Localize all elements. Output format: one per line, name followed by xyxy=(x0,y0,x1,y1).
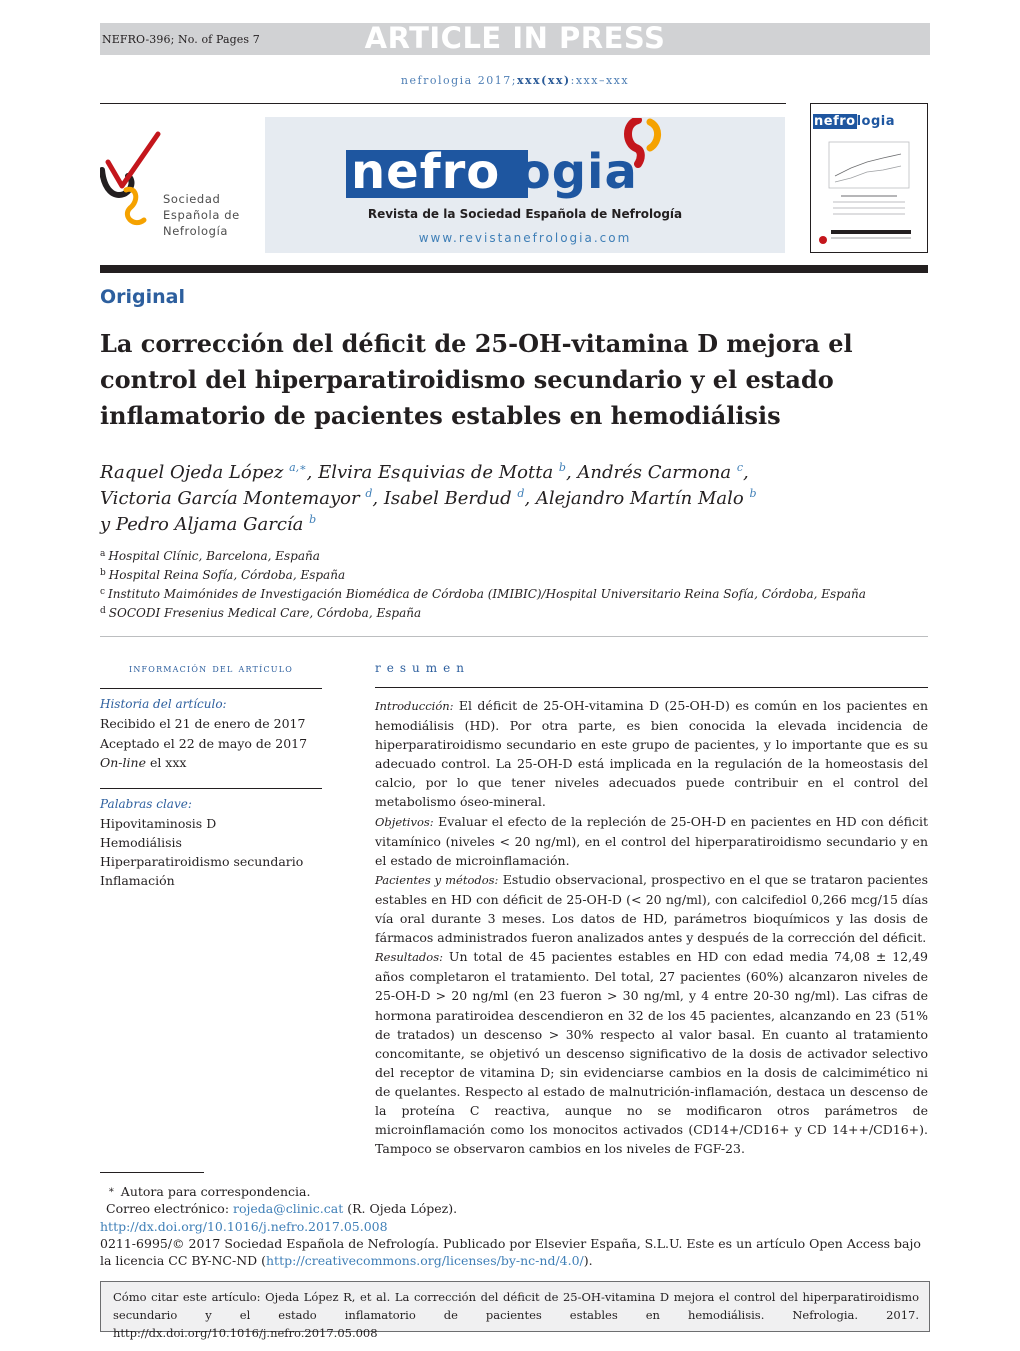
abstract-section-text: Un total de 45 pacientes estables en HD con edad media 74,08 ± 12,49 años completaron el tratamiento. Del total, 27 pacientes (60%) alcanzaron niveles de 25-OH-D > 20 ng/ml (en 23 fueron > 30 ng/ml, y 4 entre 20-30 ng/ml). Las cifras de hormona paratiroidea descendieron en 32 de los 45 pacientes, alcanzando en 23 (51% de tratados) un descenso > 30% respecto al valor basal. En cuanto al tratamiento concomitante, se objetivó un descenso significativo de la dosis de activador selectivo del receptor de vitamina D; sin evidenciarse cambios en la dosis de calcimimético ni de quelantes. Respecto al estado de malnutrición-inflamación, destaca un descenso de la proteína C reactiva, aunque no se modificaron otros parámetros de microinflamación como los monocitos activados (CD14+/CD16+ y CD 14++/CD16+). Tampoco se observaron cambios en los niveles de FGF-23. xyxy=(375,949,928,1157)
author-affiliation-marker[interactable]: b xyxy=(749,487,757,500)
journal-subtitle: Revista de la Sociedad Española de Nefrología xyxy=(367,207,683,221)
abstract-section-label: Introducción: xyxy=(375,699,454,713)
cover-brand-part1: nefro xyxy=(814,114,856,129)
email-note xyxy=(100,1200,928,1217)
license-text: 0211-6995/© 2017 Sociedad Española de Nefrología. Publicado por Elsevier España, S.L.U. Este es un artículo Open Access bajo la licencia CC BY-NC-ND ( xyxy=(100,1235,921,1269)
author-name: Isabel Berdud xyxy=(383,488,512,509)
manuscript-id: NEFRO-396; No. of Pages 7 xyxy=(102,33,260,46)
article-in-press-label: ARTICLE IN PRESS xyxy=(364,21,666,55)
society-name-line3: Nefrología xyxy=(163,224,229,238)
author-separator: , xyxy=(743,462,749,483)
abstract-paragraph xyxy=(375,812,928,870)
author-separator: , xyxy=(565,462,578,483)
masthead-rule xyxy=(100,265,928,273)
received-date: Recibido el 21 de enero de 2017 xyxy=(100,716,306,731)
header-rule xyxy=(100,103,786,104)
society-logo xyxy=(100,128,260,243)
journal-website-link[interactable]: www.revistanefrologia.com xyxy=(418,231,632,245)
author-affiliation-marker[interactable]: c xyxy=(736,461,743,474)
affiliation-key: b xyxy=(100,568,106,578)
article-info-heading: información del artículo xyxy=(129,661,293,675)
author-name: Victoria García Montemayor xyxy=(100,488,360,509)
cover-brand xyxy=(813,114,895,129)
author-name: Andrés Carmona xyxy=(577,462,732,483)
license-note xyxy=(100,1235,928,1270)
journal-ref-year: 2017; xyxy=(472,74,517,87)
head-rule xyxy=(100,636,928,637)
cover-chart-icon xyxy=(811,132,927,252)
society-emblem-icon xyxy=(100,128,162,243)
author-affiliation-marker[interactable]: b xyxy=(309,513,317,526)
citation-box: Cómo citar este artículo: Ojeda López R, et al. La corrección del déficit de 25-OH-vitamina D mejora el control del hiperparatiroidismo secundario y el estado inflamatorio de pacientes estables en hemodiálisis. Nefrologia. 2017. http://dx.doi.org/10.1016/j.nefro.2017.05.008 xyxy=(100,1281,930,1332)
journal-ref-name: nefrologia xyxy=(400,74,473,87)
kidney-mark-icon xyxy=(622,118,666,178)
affiliation-item xyxy=(100,604,900,623)
affiliation-text: Instituto Maimónides de Investigación Biomédica de Córdoba (IMIBIC)/Hospital Universitario Reina Sofía, Córdoba, España xyxy=(108,587,866,601)
affiliation-item xyxy=(100,566,900,585)
abstract-section-text: El déficit de 25-OH-vitamina D (25-OH-D) es común en los pacientes en hemodiálisis (HD). Por otra parte, es bien conocida la elevada incidencia de hiperparatiroidismo secundario en este grupo de pacientes, y lo importante que es su adecuado control. La 25-OH-D está implicada en la regulación de la homeostasis del calcio, por lo que tener niveles adecuados puede contribuir en el control del metabolismo óseo-mineral. xyxy=(375,698,928,810)
author-affiliation-marker[interactable]: d xyxy=(517,487,525,500)
author-name: Alejandro Martín Malo xyxy=(535,488,744,509)
abstract-section-text: Estudio observacional, prospectivo en el que se trataron pacientes estables en HD con déficit de 25-OH-D (< 20 ng/ml), con calcifediol 0,266 mcg/15 días vía oral durante 3 meses. Los datos de HD, parámetros bioquímicos y las dosis de fármacos administrados fueron analizados antes y después de la corrección del déficit. xyxy=(375,871,928,946)
footnotes xyxy=(100,1182,928,1269)
footnote-star: ∗ xyxy=(108,1185,115,1196)
footnote-rule xyxy=(100,1172,204,1173)
abstract-section-label: Objetivos: xyxy=(375,814,434,829)
keyword-item: Hipovitaminosis D xyxy=(100,816,217,831)
email-link[interactable]: rojeda@clinic.cat xyxy=(233,1201,344,1217)
article-title: La corrección del déficit de 25-OH-vitamina D mejora el control del hiperparatiroidismo secundario y el estado inflamatorio de pacientes estables en hemodiálisis xyxy=(100,329,853,430)
online-date xyxy=(100,755,186,770)
abstract-rule xyxy=(375,687,928,688)
journal-reference xyxy=(100,74,930,87)
doi-link[interactable]: http://dx.doi.org/10.1016/j.nefro.2017.05.008 xyxy=(100,1218,388,1234)
abstract-paragraph xyxy=(375,870,928,947)
abstract-section-label: Pacientes y métodos: xyxy=(375,872,499,887)
keyword-item: Hiperparatiroidismo secundario xyxy=(100,854,304,869)
affiliation-list xyxy=(100,547,900,623)
affiliation-key: a xyxy=(100,549,106,559)
cover-brand-part2: logia xyxy=(856,114,895,129)
email-label: Correo electrónico: xyxy=(106,1201,234,1217)
license-link[interactable]: http://creativecommons.org/licenses/by-nc-nd/4.0/ xyxy=(266,1253,584,1269)
affiliation-text: Hospital Clínic, Barcelona, España xyxy=(108,549,320,563)
corresponding-author-note xyxy=(100,1182,928,1200)
info-rule xyxy=(100,688,322,689)
author-name: Elvira Esquivias de Motta xyxy=(318,462,554,483)
affiliation-text: Hospital Reina Sofía, Córdoba, España xyxy=(108,568,346,582)
license-end: ). xyxy=(583,1253,593,1269)
journal-ref-volume: xxx(xx) xyxy=(516,74,571,87)
brand-part2: logia xyxy=(500,144,638,200)
affiliation-item xyxy=(100,585,900,604)
keywords-label: Palabras clave: xyxy=(100,797,192,811)
accepted-date: Aceptado el 22 de mayo de 2017 xyxy=(100,736,308,751)
keyword-item: Hemodiálisis xyxy=(100,835,182,850)
author-name: y Pedro Aljama García xyxy=(100,514,304,535)
author-separator: , xyxy=(524,488,536,509)
author-list xyxy=(100,460,900,538)
abstract-body xyxy=(375,696,928,1158)
affiliation-item xyxy=(100,547,900,566)
online-value: el xxx xyxy=(145,755,187,770)
author-affiliation-marker[interactable]: a,∗ xyxy=(289,461,307,474)
keyword-item: Inflamación xyxy=(100,873,175,888)
email-suffix: (R. Ojeda López). xyxy=(343,1201,458,1217)
author-separator: , xyxy=(306,462,319,483)
keywords-rule xyxy=(100,788,322,789)
affiliation-key: d xyxy=(100,606,106,616)
author-separator: , xyxy=(372,488,384,509)
abstract-paragraph xyxy=(375,696,928,812)
author-affiliation-marker[interactable]: b xyxy=(558,461,566,474)
abstract-section-text: Evaluar el efecto de la repleción de 25-OH-D en pacientes en HD con déficit vitamínico (niveles < 20 ng/ml), en el control del hiperparatiroidismo secundario y en el estado de microinflamación. xyxy=(375,813,928,868)
affiliation-text: SOCODI Fresenius Medical Care, Córdoba, España xyxy=(108,606,422,620)
history-label: Historia del artículo: xyxy=(100,697,227,711)
journal-cover-thumbnail xyxy=(810,103,928,253)
affiliation-key: c xyxy=(100,587,106,597)
society-name-line1: Sociedad xyxy=(163,192,221,206)
abstract-paragraph xyxy=(375,947,928,1158)
abstract-section-label: Resultados: xyxy=(375,950,443,965)
corresponding-author-text: Autora para correspondencia. xyxy=(120,1184,311,1199)
author-name: Raquel Ojeda López xyxy=(100,462,284,483)
article-section-label: Original xyxy=(100,286,186,308)
author-affiliation-marker[interactable]: d xyxy=(365,487,373,500)
abstract-heading: resumen xyxy=(375,661,470,675)
brand-part1: nefro xyxy=(351,144,501,200)
journal-ref-pages: :xxx–xxx xyxy=(570,74,630,87)
online-label: On-line xyxy=(100,755,146,770)
society-name-line2: Española de xyxy=(163,208,240,222)
journal-brand xyxy=(351,144,638,200)
